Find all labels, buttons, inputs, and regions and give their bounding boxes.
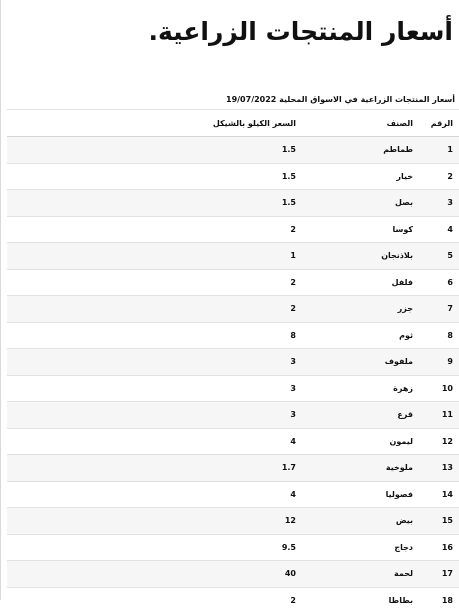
row-item: خيار	[302, 163, 419, 190]
row-item: زهرة	[302, 375, 419, 402]
table-row	[7, 322, 459, 349]
row-price: 1.7	[7, 455, 302, 482]
table-row	[7, 534, 459, 561]
row-number: 6	[419, 269, 459, 296]
row-number: 16	[419, 534, 459, 561]
row-number: 5	[419, 243, 459, 270]
row-item: ملوخية	[302, 455, 419, 482]
table-header	[7, 110, 459, 137]
page-left-border	[0, 0, 1, 600]
row-price: 4	[7, 481, 302, 508]
table-row	[7, 561, 459, 588]
table-row	[7, 481, 459, 508]
row-item: بيض	[302, 508, 419, 535]
table-row	[7, 349, 459, 376]
row-price: 2	[7, 269, 302, 296]
header-row	[7, 110, 459, 137]
row-price: 1.5	[7, 190, 302, 217]
table-row	[7, 243, 459, 270]
row-price: 9.5	[7, 534, 302, 561]
table-row	[7, 163, 459, 190]
table-caption: أسعار المنتجات الزراعية في الاسواق المحلية 19/07/2022	[226, 95, 455, 105]
table-row	[7, 296, 459, 323]
row-item: ثوم	[302, 322, 419, 349]
table-row	[7, 137, 459, 164]
row-number: 12	[419, 428, 459, 455]
prices-table	[7, 109, 459, 613]
row-price: 4	[7, 428, 302, 455]
row-item: لحمة	[302, 561, 419, 588]
row-price: 1.5	[7, 163, 302, 190]
row-number: 10	[419, 375, 459, 402]
row-item: ليمون	[302, 428, 419, 455]
row-number: 14	[419, 481, 459, 508]
table-body	[7, 137, 459, 613]
table-row	[7, 402, 459, 429]
table-row	[7, 508, 459, 535]
row-number: 15	[419, 508, 459, 535]
row-price: 8	[7, 322, 302, 349]
row-number: 3	[419, 190, 459, 217]
row-price: 3	[7, 349, 302, 376]
row-number: 1	[419, 137, 459, 164]
row-number: 18	[419, 587, 459, 613]
row-number: 2	[419, 163, 459, 190]
table-row	[7, 587, 459, 613]
header-price: السعر الكيلو بالشيكل	[7, 110, 302, 137]
row-item: ملفوف	[302, 349, 419, 376]
table-row	[7, 216, 459, 243]
row-price: 2	[7, 296, 302, 323]
row-item: بصل	[302, 190, 419, 217]
page-content	[6, 0, 459, 600]
row-price: 12	[7, 508, 302, 535]
row-price: 40	[7, 561, 302, 588]
row-price: 1	[7, 243, 302, 270]
row-price: 3	[7, 375, 302, 402]
row-item: فصوليا	[302, 481, 419, 508]
row-item: كوسا	[302, 216, 419, 243]
row-number: 11	[419, 402, 459, 429]
row-number: 7	[419, 296, 459, 323]
row-number: 17	[419, 561, 459, 588]
header-number: الرقم	[419, 110, 459, 137]
row-price: 1.5	[7, 137, 302, 164]
table-row	[7, 455, 459, 482]
row-item: بطاطا	[302, 587, 419, 613]
row-item: دجاج	[302, 534, 419, 561]
row-price: 2	[7, 216, 302, 243]
table-row	[7, 375, 459, 402]
header-item: الصنف	[302, 110, 419, 137]
row-item: قرع	[302, 402, 419, 429]
row-item: فلفل	[302, 269, 419, 296]
table-row	[7, 428, 459, 455]
row-item: طماطم	[302, 137, 419, 164]
table-row	[7, 269, 459, 296]
row-price: 3	[7, 402, 302, 429]
row-number: 8	[419, 322, 459, 349]
table-row	[7, 190, 459, 217]
row-number: 9	[419, 349, 459, 376]
row-number: 13	[419, 455, 459, 482]
row-item: بلاذنجان	[302, 243, 419, 270]
row-price: 2	[7, 587, 302, 613]
row-item: جزر	[302, 296, 419, 323]
row-number: 4	[419, 216, 459, 243]
page-title: أسعار المنتجات الزراعية.	[148, 17, 453, 47]
